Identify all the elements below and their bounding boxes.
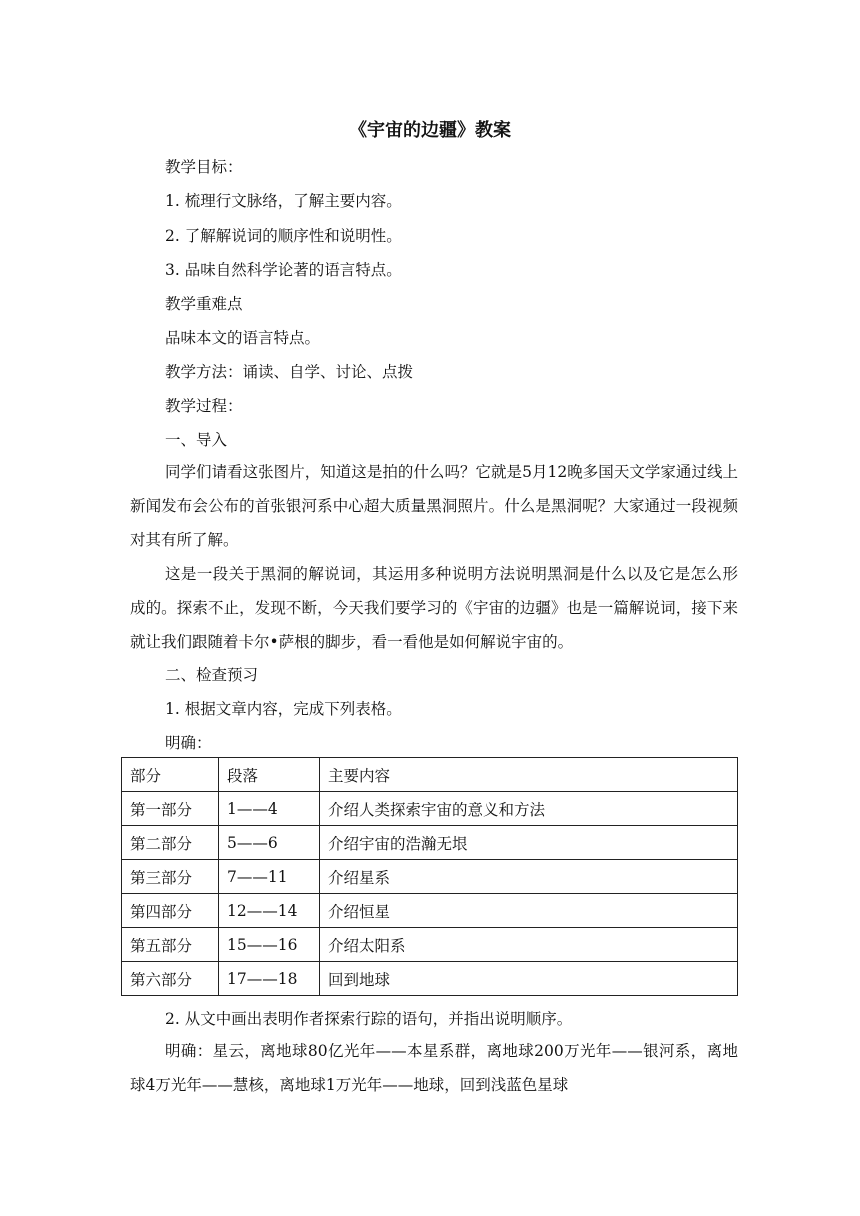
table-row [122, 962, 738, 996]
table-cell: 介绍星系 [320, 860, 738, 894]
table-cell: 第三部分 [122, 860, 219, 894]
task-2-line: 2. 从文中画出表明作者探索行踪的语句，并指出说明顺序。 [165, 1010, 573, 1028]
table-cell: 介绍人类探索宇宙的意义和方法 [320, 792, 738, 826]
table-row [122, 860, 738, 894]
line-goal-1: 1. 梳理行文脉络，了解主要内容。 [165, 192, 402, 210]
line-goal-3: 3. 品味自然科学论著的语言特点。 [165, 261, 402, 279]
line-key-points: 品味本文的语言特点。 [165, 329, 321, 347]
table-cell: 回到地球 [320, 962, 738, 996]
line-teaching-goals: 教学目标： [165, 158, 243, 176]
intro-paragraph-2: 这是一段关于黑洞的解说词，其运用多种说明方法说明黑洞是什么以及它是怎么形成的。探索不止，发现不断，今天我们要学习的《宇宙的边疆》也是一篇解说词，接下来就让我们跟随着卡尔•萨根的脚步，看一看他是如何解说宇宙的。 [130, 565, 738, 651]
table-cell: 第五部分 [122, 928, 219, 962]
table-cell: 第六部分 [122, 962, 219, 996]
document-title: 《宇宙的边疆》教案 [349, 120, 511, 141]
task-1-line: 1. 根据文章内容，完成下列表格。 [165, 700, 402, 718]
table-cell: 5——6 [219, 826, 320, 860]
table-row [122, 792, 738, 826]
table-row [122, 826, 738, 860]
table-cell: 15——16 [219, 928, 320, 962]
line-goal-2: 2. 了解解说词的顺序性和说明性。 [165, 227, 402, 245]
table-cell: 第二部分 [122, 826, 219, 860]
intro-paragraph-1: 同学们请看这张图片，知道这是拍的什么吗？它就是5月12晚多国天文学家通过线上新闻发布会公布的首张银河系中心超大质量黑洞照片。什么是黑洞呢？大家通过一段视频对其有所了解。 [130, 463, 738, 549]
table-cell: 介绍恒星 [320, 894, 738, 928]
line-key-points-heading: 教学重难点 [165, 295, 243, 313]
structure-table [121, 757, 738, 996]
answer-label: 明确： [165, 734, 212, 752]
table-cell: 12——14 [219, 894, 320, 928]
line-process-heading: 教学过程： [165, 397, 243, 415]
table-row [122, 928, 738, 962]
table-cell: 17——18 [219, 962, 320, 996]
section-1-heading: 一、导入 [165, 431, 228, 449]
table-cell: 1——4 [219, 792, 320, 826]
section-2-heading: 二、检查预习 [165, 666, 259, 684]
table-header-row [122, 758, 738, 792]
task-2-answer: 明确：星云，离地球80亿光年——本星系群，离地球200万光年——银河系，离地球4万光年——慧核，离地球1万光年——地球，回到浅蓝色星球 [130, 1042, 738, 1094]
table-cell: 介绍太阳系 [320, 928, 738, 962]
table-cell: 第一部分 [122, 792, 219, 826]
header-cell: 部分 [122, 758, 219, 792]
table-cell: 7——11 [219, 860, 320, 894]
line-methods: 教学方法：诵读、自学、讨论、点拨 [165, 363, 414, 381]
header-cell: 段落 [219, 758, 320, 792]
table-cell: 第四部分 [122, 894, 219, 928]
table-row [122, 894, 738, 928]
header-cell: 主要内容 [320, 758, 738, 792]
table-cell: 介绍宇宙的浩瀚无垠 [320, 826, 738, 860]
